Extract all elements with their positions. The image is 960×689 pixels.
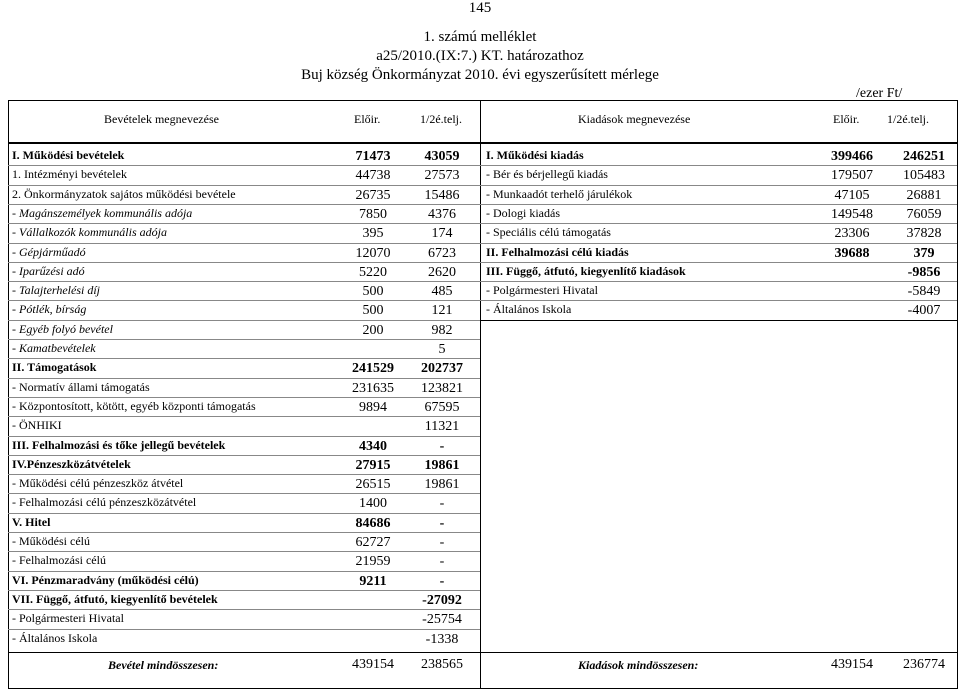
revenue-row-label: - Iparűzési adó [12,263,85,278]
revenue-row-actual: 67595 [424,399,460,415]
revenue-row-plan: 26735 [355,187,391,203]
revenue-row-rule [8,243,480,244]
revenue-row-label: II. Támogatások [12,360,97,375]
revenue-row-rule [8,262,480,263]
revenue-row-rule [8,378,480,379]
revenue-row-label: 1. Intézményi bevételek [12,167,127,182]
expense-row-actual: 76059 [906,206,942,222]
revenue-row-plan: 12070 [355,245,391,261]
revenue-row-label: - Gépjárműadó [12,244,86,259]
col-header-exp-actual: 1/2é.telj. [887,112,929,126]
revenue-row-actual: 485 [431,284,453,300]
revenue-row-rule [8,339,480,340]
expense-row-label: - Dologi kiadás [486,205,560,220]
table-header-rule [8,142,958,144]
revenue-row-rule [8,571,480,572]
col-header-rev-name: Bevételek megnevezése [104,112,219,126]
expense-row-plan: 23306 [834,226,870,242]
expense-row-rule [480,281,957,282]
expense-row-plan: 179507 [831,168,873,184]
revenue-row-label: - Polgármesteri Hivatal [12,611,124,626]
revenue-row-label: - Talajterhelési díj [12,283,101,298]
expense-row-label: - Speciális célú támogatás [486,225,611,240]
revenue-row-rule [8,474,480,475]
revenue-row-rule [8,590,480,591]
revenue-row-actual: 43059 [424,149,460,164]
table-middle-rule [480,100,481,688]
expense-row-rule [480,185,957,186]
expense-row-plan: 39688 [834,245,870,261]
revenue-row-actual: - [439,573,445,589]
revenue-row-label: - Kamatbevételek [12,341,96,355]
revenue-row-actual: -1338 [425,631,459,647]
revenue-row-plan: 27915 [355,457,391,473]
expense-row-actual: -5849 [907,284,941,300]
revenue-row-rule [8,165,480,166]
revenue-row-plan: 21959 [355,554,391,570]
revenue-row-rule [8,629,480,630]
col-header-rev-plan: Előir. [354,112,381,126]
revenue-row-plan: 200 [362,322,384,338]
col-header-rev-actual: 1/2é.telj. [420,112,462,126]
revenue-row-actual: 123821 [421,380,463,396]
expense-row-actual: -9856 [907,264,941,280]
table-left-rule [8,100,9,688]
revenue-row-plan: 26515 [355,477,391,493]
revenue-row-actual: 5 [438,342,446,357]
revenue-row-rule [8,281,480,282]
document-heading [0,28,960,85]
expense-row-actual: 105483 [903,168,945,184]
page-number: 145 [468,0,492,16]
revenue-row-actual: 19861 [424,477,460,493]
revenue-row-plan: 9211 [359,573,387,589]
revenue-row-rule [8,300,480,301]
revenue-row-actual: - [439,515,445,531]
unit-label: /ezer Ft/ [856,86,903,101]
revenue-row-label: VI. Pénzmaradvány (működési célú) [12,572,199,587]
expense-row-actual: 379 [913,245,935,261]
revenue-total-label: Bevétel mindösszesen: [108,658,219,672]
revenue-row-rule [8,493,480,494]
revenue-row-actual: 174 [431,226,453,242]
col-header-exp-name: Kiadások megnevezése [578,112,691,126]
revenue-row-rule [8,609,480,610]
revenue-row-actual: 15486 [424,187,460,203]
revenue-total-plan: 439154 [352,657,394,672]
expense-row-label: III. Függő, átfutó, kiegyenlítő kiadások [486,263,686,278]
revenue-row-plan: 4340 [359,438,387,454]
heading-line-3: Buj község Önkormányzat 2010. évi egyszerűsített mérlege [301,67,659,83]
expense-total-plan: 439154 [831,657,873,672]
revenue-row-plan: 62727 [355,535,391,550]
expense-total-actual: 236774 [903,657,945,672]
table-top-rule [8,100,958,101]
revenue-row-actual: 6723 [428,245,456,261]
revenue-row-rule [8,532,480,533]
expense-row-label: - Bér és bérjellegű kiadás [486,167,608,182]
expense-row-plan: 399466 [831,149,873,164]
revenue-row-rule [8,436,480,437]
revenue-row-actual: 11321 [424,419,460,435]
revenue-row-label: - Normatív állami támogatás [12,379,150,394]
revenue-row-label: - Működési célú pénzeszköz átvétel [12,476,184,491]
expense-row-rule [480,165,957,166]
revenue-row-rule [8,416,480,417]
revenue-row-label: - Központosított, kötött, egyéb központi támogatás [12,398,256,413]
revenue-row-plan: 1400 [359,496,387,512]
revenue-row-label: - Egyéb folyó bevétel [12,321,113,336]
revenue-row-plan: 231635 [352,380,394,396]
revenue-row-plan: 7850 [359,206,387,222]
heading-line-1: 1. számú melléklet [423,29,537,45]
revenue-row-actual: - [439,554,445,570]
expense-total-label: Kiadások mindösszesen: [578,658,699,672]
expense-row-actual: -4007 [907,303,941,319]
expense-row-rule [480,300,957,301]
revenue-row-rule [8,397,480,398]
revenue-row-actual: -27092 [422,592,462,608]
revenue-row-actual: 2620 [428,264,456,280]
revenue-row-plan: 395 [362,226,384,242]
revenue-row-label: 2. Önkormányzatok sajátos működési bevétele [12,186,236,201]
revenue-row-plan: 241529 [352,361,394,377]
revenue-row-label: III. Felhalmozási és tőke jellegű bevételek [12,437,226,452]
revenue-row-actual: 982 [431,322,453,338]
expense-row-rule [480,262,957,263]
revenue-row-label: I. Működési bevételek [12,148,125,162]
table-totals-rule [8,652,958,653]
revenue-row-plan: 44738 [355,168,391,184]
heading-line-2: a25/2010.(IX:7.) KT. határozathoz [376,48,584,64]
revenue-row-actual: -25754 [422,612,462,628]
revenue-row-actual: 27573 [424,168,460,184]
revenue-row-rule [8,551,480,552]
revenue-row-actual: 121 [431,303,453,319]
revenue-row-rule [8,320,480,321]
revenue-row-label: V. Hitel [12,514,51,529]
revenue-row-label: - Pótlék, bírság [12,302,87,317]
revenue-row-rule [8,223,480,224]
expense-row-actual: 37828 [906,226,942,242]
expense-row-rule [480,223,957,224]
expense-row-label: - Polgármesteri Hivatal [486,283,598,298]
expense-block-end-rule [480,320,957,321]
expense-row-plan: 149548 [831,206,873,222]
revenue-row-rule [8,185,480,186]
revenue-row-rule [8,513,480,514]
expense-row-label: I. Működési kiadás [486,148,584,162]
revenue-row-label: - Felhalmozási célú [12,553,106,568]
revenue-row-rule [8,455,480,456]
expense-row-actual: 26881 [906,187,942,203]
revenue-total-actual: 238565 [421,657,463,672]
revenue-row-plan: 500 [362,303,384,319]
expense-row-rule [480,204,957,205]
revenue-row-plan: 500 [362,284,384,300]
revenue-row-label: - Vállalkozók kommunális adója [12,225,167,240]
revenue-row-plan: 84686 [355,515,391,531]
revenue-row-label: - Felhalmozási célú pénzeszközátvétel [12,495,197,510]
revenue-row-label: - ÖNHIKI [12,418,62,433]
revenue-row-rule [8,204,480,205]
revenue-row-actual: - [439,496,445,512]
revenue-row-label: - Működési célú [12,534,90,548]
expense-row-actual: 246251 [903,149,945,164]
revenue-row-actual: 4376 [428,206,456,222]
expense-row-plan: 47105 [834,187,870,203]
revenue-row-plan: 9894 [359,399,387,415]
expense-row-label: - Általános Iskola [486,302,572,317]
revenue-row-label: - Magánszemélyek kommunális adója [12,205,193,220]
table-right-rule [957,100,958,688]
expense-row-label: - Munkaadót terhelő járulékok [486,186,633,201]
revenue-row-label: VII. Függő, átfutó, kiegyenlítő bevételek [12,591,218,606]
revenue-row-label: - Általános Iskola [12,630,98,645]
revenue-row-plan: 5220 [359,264,387,280]
revenue-row-actual: 202737 [421,361,463,377]
revenue-row-actual: - [439,438,445,454]
revenue-row-actual: 19861 [424,457,460,473]
expense-row-rule [480,243,957,244]
expense-row-label: II. Felhalmozási célú kiadás [486,244,629,259]
revenue-row-plan: 71473 [355,149,391,164]
revenue-row-actual: - [439,535,445,550]
revenue-row-label: IV.Pénzeszközátvételek [12,456,131,471]
revenue-row-rule [8,358,480,359]
col-header-exp-plan: Előir. [833,112,860,126]
